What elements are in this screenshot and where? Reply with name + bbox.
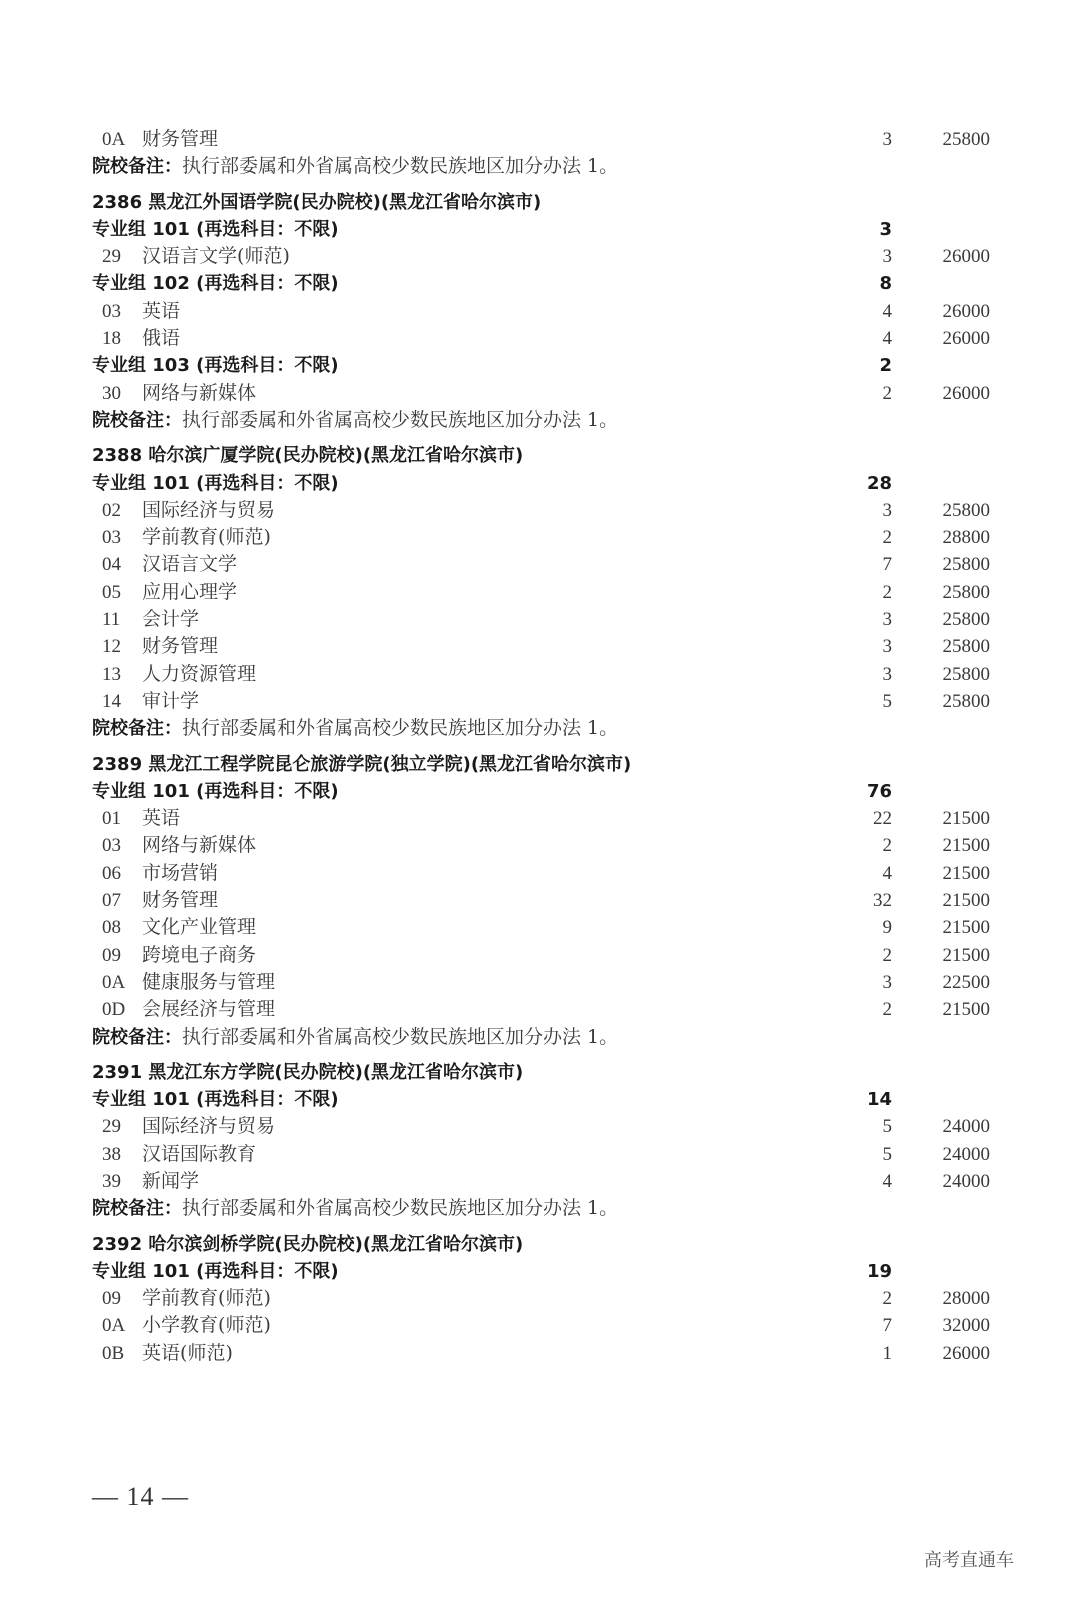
major-row [92,860,1012,887]
major-name: 英语 [142,299,181,322]
major-label [102,524,271,551]
plan-count: 4 [882,1170,892,1192]
tuition-fee: 25800 [942,609,990,631]
major-name: 英语 [142,807,181,830]
major-row [92,325,1012,352]
major-label [102,1168,199,1195]
remark-text [92,407,618,434]
remark-text [92,715,618,742]
tuition-fee: 21500 [942,999,990,1021]
plan-count: 3 [882,663,892,685]
major-code: 38 [102,1143,121,1165]
major-name: 文化产业管理 [142,916,257,939]
school-heading [92,1231,1012,1258]
school-title: 2386 黑龙江外国语学院(民办院校)(黑龙江省哈尔滨市) [92,191,542,213]
group-plan-count: 28 [866,472,892,494]
group-plan-count: 8 [879,273,892,295]
school-remark [92,407,1012,434]
major-code: 06 [102,862,121,884]
major-code: 11 [102,609,121,631]
tuition-fee: 26000 [942,300,990,322]
major-code: 02 [102,499,121,521]
major-label [102,1285,271,1312]
remark-key: 院校备注： [92,1026,182,1048]
major-group-row [92,216,1012,243]
watermark: 高考直通车 [924,1550,1014,1571]
tuition-fee: 21500 [942,890,990,912]
major-name: 人力资源管理 [142,662,257,685]
major-row [92,661,1012,688]
tuition-fee: 24000 [942,1116,990,1138]
major-label [102,969,275,996]
tuition-fee: 25800 [942,499,990,521]
plan-count: 3 [882,499,892,521]
major-row [92,996,1012,1023]
major-name: 会计学 [142,608,200,631]
remark-key: 院校备注： [92,409,182,431]
remark-value: 执行部委属和外省属高校少数民族地区加分办法 1。 [182,155,619,178]
major-code: 08 [102,917,121,939]
tuition-fee: 21500 [942,944,990,966]
major-row [92,1340,1012,1367]
plan-count: 2 [882,527,892,549]
major-code: 0A [102,971,126,993]
major-row [92,497,1012,524]
tuition-fee: 22500 [942,971,990,993]
major-group-title: 专业组 101 (再选科目：不限) [92,1089,339,1111]
major-label [102,860,218,887]
major-label [102,243,290,270]
major-name: 审计学 [142,689,200,712]
group-plan-count: 14 [866,1089,892,1111]
tuition-fee: 21500 [942,835,990,857]
school-title: 2392 哈尔滨剑桥学院(民办院校)(黑龙江省哈尔滨市) [92,1233,524,1255]
major-name: 市场营销 [142,861,219,884]
school-remark [92,153,1012,180]
major-name: 健康服务与管理 [142,970,276,993]
plan-count: 4 [882,300,892,322]
major-code: 07 [102,890,121,912]
major-code: 29 [102,1116,121,1138]
major-group-title: 专业组 101 (再选科目：不限) [92,472,339,494]
major-code: 04 [102,554,121,576]
major-row [92,887,1012,914]
remark-text [92,1024,618,1051]
tuition-fee: 25800 [942,663,990,685]
major-code: 05 [102,581,121,603]
major-code: 01 [102,808,121,830]
major-label [102,661,256,688]
school-remark [92,1195,1012,1222]
major-row [92,914,1012,941]
major-group-row [92,270,1012,297]
major-label [102,688,199,715]
plan-count: 2 [882,1288,892,1310]
plan-count: 9 [882,917,892,939]
major-code: 09 [102,944,121,966]
major-code: 13 [102,663,121,685]
major-code: 09 [102,1288,121,1310]
plan-count: 2 [882,835,892,857]
major-label [102,914,256,941]
remark-key: 院校备注： [92,718,182,740]
major-code: 0D [102,999,126,1021]
major-name: 国际经济与贸易 [142,1115,276,1138]
plan-count: 5 [882,1116,892,1138]
major-label [102,497,275,524]
major-row [92,606,1012,633]
major-code: 0A [102,1315,126,1337]
major-row [92,1113,1012,1140]
plan-count: 7 [882,554,892,576]
major-label [102,887,218,914]
major-row [92,832,1012,859]
tuition-fee: 25800 [942,690,990,712]
major-name: 汉语言文学(师范) [142,245,290,268]
plan-count: 4 [882,862,892,884]
tuition-fee: 28800 [942,527,990,549]
major-row [92,688,1012,715]
major-code: 0A [102,129,126,150]
remark-key: 院校备注： [92,1198,182,1220]
major-name: 财务管理 [142,889,219,912]
major-row [92,1285,1012,1312]
major-label [102,633,218,660]
tuition-fee: 26000 [942,1342,990,1364]
remark-value: 执行部委属和外省属高校少数民族地区加分办法 1。 [182,1197,619,1220]
remark-value: 执行部委属和外省属高校少数民族地区加分办法 1。 [182,1025,619,1048]
major-label [102,579,237,606]
tuition-fee: 32000 [942,1315,990,1337]
major-row [92,579,1012,606]
major-name: 学前教育(师范) [142,526,271,549]
major-label [102,942,256,969]
major-row [92,298,1012,325]
group-plan-count: 19 [866,1260,892,1282]
major-name: 学前教育(师范) [142,1287,271,1310]
major-code: 18 [102,328,121,350]
major-code: 14 [102,690,121,712]
tuition-fee: 28000 [942,1288,990,1310]
school-heading [92,189,1012,216]
school-remark [92,1024,1012,1051]
major-row [92,1168,1012,1195]
group-plan-count: 2 [879,355,892,377]
major-code: 29 [102,246,121,268]
major-label [102,325,180,352]
plan-count: 2 [882,581,892,603]
major-code: 03 [102,300,121,322]
major-group-row [92,470,1012,497]
major-group-title: 专业组 101 (再选科目：不限) [92,780,339,802]
tuition-fee: 26000 [942,328,990,350]
major-label [102,996,275,1023]
major-name: 英语(师范) [142,1341,233,1364]
tuition-fee: 26000 [942,246,990,268]
major-row [92,805,1012,832]
major-name: 会展经济与管理 [142,998,276,1021]
plan-count: 2 [882,382,892,404]
major-name: 新闻学 [142,1169,200,1192]
tuition-fee: 21500 [942,808,990,830]
major-row [92,1312,1012,1339]
major-name: 应用心理学 [142,580,238,603]
major-row [92,243,1012,270]
major-label [102,380,256,407]
plan-count: 3 [882,636,892,658]
major-group-row [92,778,1012,805]
school-title: 2389 黑龙江工程学院昆仑旅游学院(独立学院)(黑龙江省哈尔滨市) [92,753,632,775]
major-code: 0B [102,1342,125,1364]
plan-count: 32 [873,890,892,912]
major-label [102,1312,271,1339]
tuition-fee: 26000 [942,382,990,404]
plan-count: 3 [882,609,892,631]
plan-count: 3 [882,246,892,268]
school-title: 2391 黑龙江东方学院(民办院校)(黑龙江省哈尔滨市) [92,1061,524,1083]
major-label [102,606,199,633]
major-label [102,298,180,325]
major-name: 汉语国际教育 [142,1142,257,1165]
remark-value: 执行部委属和外省属高校少数民族地区加分办法 1。 [182,717,619,740]
major-code: 03 [102,835,121,857]
major-group-title: 专业组 101 (再选科目：不限) [92,218,339,240]
plan-count: 2 [882,999,892,1021]
school-heading [92,1059,1012,1086]
tuition-fee: 24000 [942,1143,990,1165]
tuition-fee: 21500 [942,862,990,884]
major-name: 跨境电子商务 [142,943,257,966]
major-code: 39 [102,1170,121,1192]
major-row [92,1141,1012,1168]
remark-value: 执行部委属和外省属高校少数民族地区加分办法 1。 [182,408,619,431]
tuition-fee: 24000 [942,1170,990,1192]
major-row [92,969,1012,996]
plan-count: 7 [882,1315,892,1337]
major-name: 汉语言文学 [142,553,238,576]
major-row [92,633,1012,660]
major-group-title: 专业组 102 (再选科目：不限) [92,273,339,295]
major-label [102,1113,275,1140]
major-name: 网络与新媒体 [142,834,257,857]
major-name: 国际经济与贸易 [142,498,276,521]
plan-count: 3 [882,971,892,993]
major-name: 财务管理 [142,128,219,150]
major-row [92,524,1012,551]
major-label [102,551,237,578]
school-remark [92,715,1012,742]
major-group-title: 专业组 101 (再选科目：不限) [92,1260,339,1282]
major-row [92,942,1012,969]
plan-count: 2 [882,944,892,966]
tuition-fee: 25800 [942,554,990,576]
tuition-fee: 25800 [942,581,990,603]
major-code: 12 [102,636,121,658]
tuition-fee: 21500 [942,917,990,939]
plan-count: 3 [882,129,892,150]
major-code: 03 [102,527,121,549]
major-group-row [92,352,1012,379]
major-label [102,1340,233,1367]
admission-plan-list [92,126,1012,1367]
major-group-title: 专业组 103 (再选科目：不限) [92,355,339,377]
remark-key: 院校备注： [92,156,182,178]
remark-text [92,153,618,180]
plan-count: 4 [882,328,892,350]
major-row [92,380,1012,407]
plan-count: 22 [873,808,892,830]
major-label [102,1141,256,1168]
major-name: 俄语 [142,327,181,350]
major-name: 财务管理 [142,635,219,658]
major-label [102,126,218,153]
major-label [102,832,256,859]
plan-count: 5 [882,690,892,712]
plan-count: 1 [882,1342,892,1364]
page-number: — 14 — [92,1482,189,1511]
major-row [92,551,1012,578]
major-code: 30 [102,382,121,404]
major-group-row [92,1086,1012,1113]
major-label [102,805,180,832]
remark-text [92,1195,618,1222]
plan-count: 5 [882,1143,892,1165]
school-heading [92,751,1012,778]
tuition-fee: 25800 [942,636,990,658]
major-name: 网络与新媒体 [142,381,257,404]
school-heading [92,442,1012,469]
group-plan-count: 76 [866,780,892,802]
major-row [92,126,1012,153]
major-group-row [92,1258,1012,1285]
group-plan-count: 3 [879,218,892,240]
tuition-fee: 25800 [942,129,990,150]
major-name: 小学教育(师范) [142,1314,271,1337]
school-title: 2388 哈尔滨广厦学院(民办院校)(黑龙江省哈尔滨市) [92,445,524,467]
